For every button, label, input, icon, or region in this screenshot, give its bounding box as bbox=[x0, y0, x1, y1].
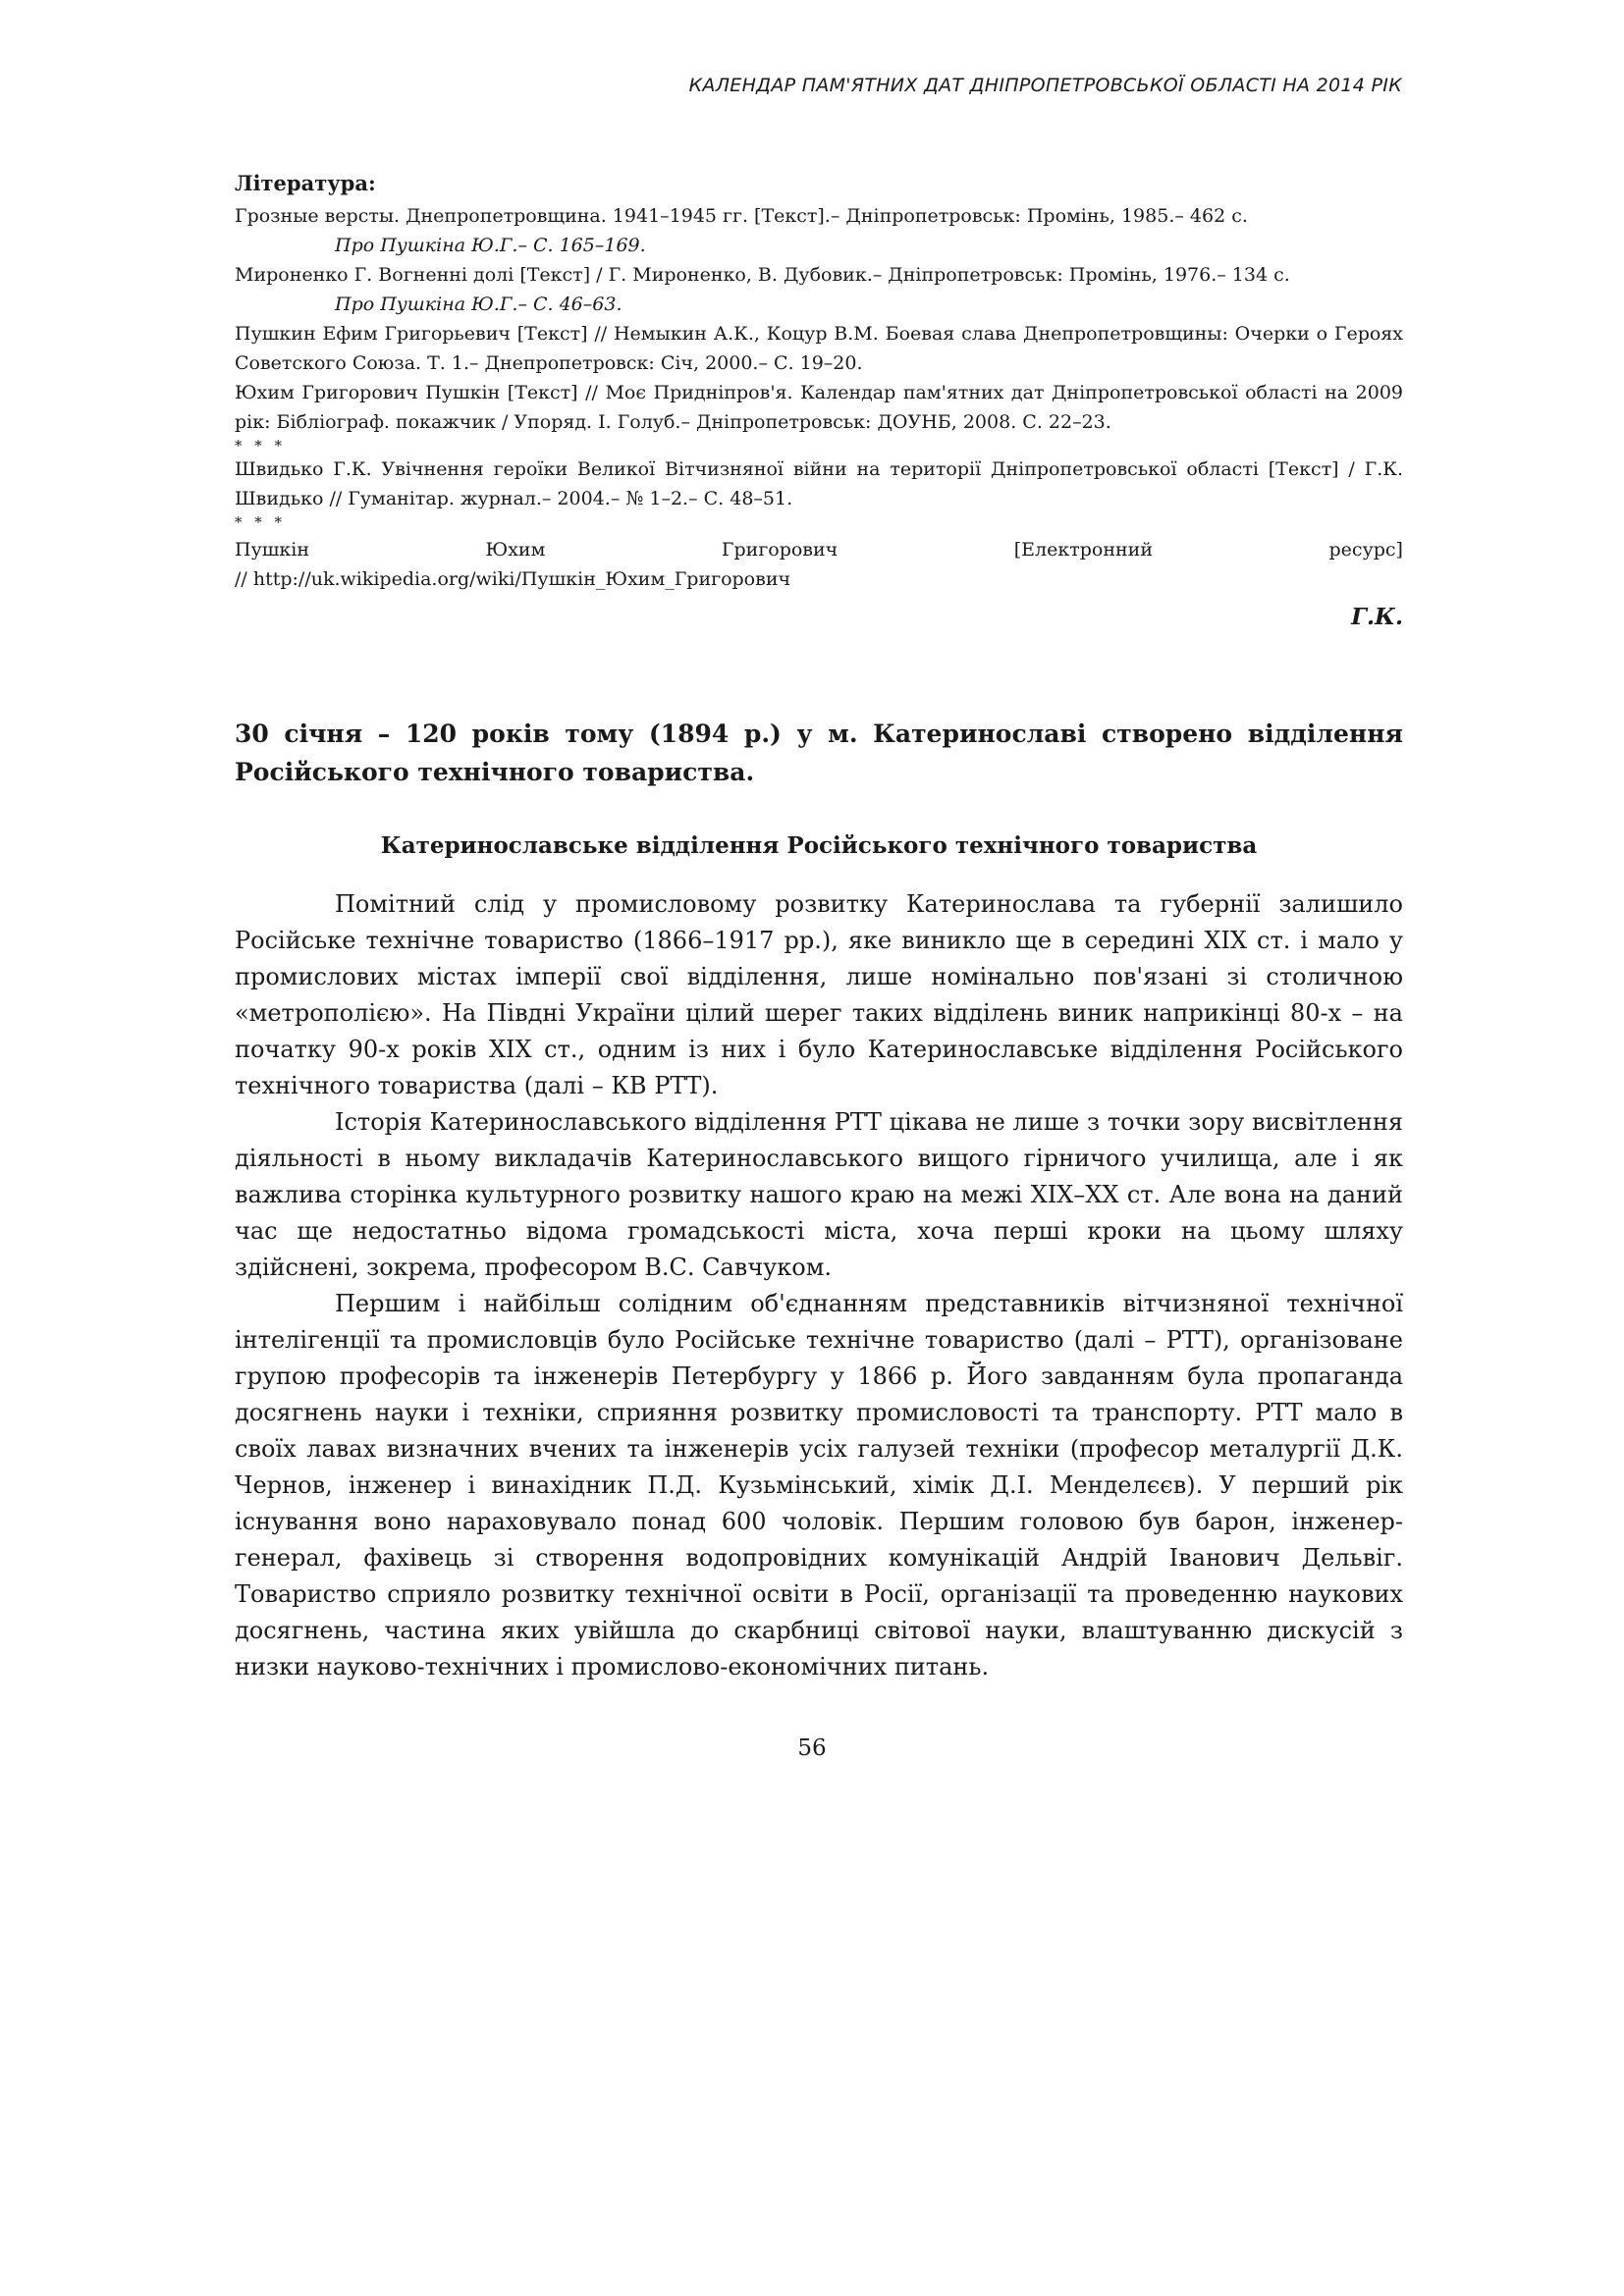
web-ref-word: ресурс] bbox=[1328, 539, 1403, 561]
page-content bbox=[235, 171, 1403, 1685]
reference-item: Юхим Григорович Пушкін [Текст] // Моє Придніпров'я. Календар пам'ятних дат Дніпропетровської області на 2009 рік: Бібліограф. покажчик / Упоряд. І. Голуб.– Дніпропетровськ: ДОУНБ, 2008. С. 22–23. bbox=[235, 382, 1403, 433]
web-ref-word: Пушкін bbox=[235, 539, 310, 561]
running-header: КАЛЕНДАР ПАМ'ЯТНИХ ДАТ ДНІПРОПЕТРОВСЬКОЇ ОБЛАСТІ НА 2014 РІК bbox=[688, 75, 1402, 96]
reference-item: Пушкин Ефим Григорьевич [Текст] // Немыкин А.К., Коцур В.М. Боевая слава Днепропетровщины: Очерки о Героях Советского Союза. Т. 1.– Днепропетровск: Січ, 2000.– С. 19–20. bbox=[235, 323, 1403, 374]
literature-heading: Література: bbox=[235, 171, 376, 195]
page-number: 56 bbox=[797, 1735, 827, 1761]
author-initials: Г.К. bbox=[1351, 604, 1403, 630]
body-paragraph: Першим і найбільш солідним об'єднанням представників вітчизняної технічної інтелігенції та промисловців було Російське технічне товариство (далі – РТТ), організоване групою професорів та інженерів Петербургу у 1866 р. Його завданням була пропаганда досягнень науки і техніки, сприяння розвитку промисловості та транспорту. РТТ мало в своїх лавах визначних вчених та інженерів усіх галузей техніки (професор металургії Д.К. Чернов, інженер і винахідник П.Д. Кузьмінський, хімік Д.І. Менделєєв). У перший рік існування воно нараховувало понад 600 чоловік. Першим головою був барон, інженер-генерал, фахівець зі створення водопровідних комунікацій Андрій Іванович Дельвіг. Товариство сприяло розвитку технічної освіти в Росії, організації та проведенню наукових досягнень, частина яких увійшла до скарбниці світової науки, влаштуванню дискусій з низки науково-технічних і промислово-економічних питань. bbox=[235, 1290, 1403, 1681]
section-title: Катеринославське відділення Російського технічного товариства bbox=[380, 832, 1258, 859]
reference-item: Грозные версты. Днепропетровщина. 1941–1945 гг. [Текст].– Дніпропетровськ: Промінь, 1985.– 462 с. bbox=[235, 205, 1248, 227]
reference-note: Про Пушкіна Ю.Г.– С. 165–169. bbox=[335, 235, 646, 256]
body-paragraph: Історія Катеринославського відділення РТТ цікава не лише з точки зору висвітлення діяльності в ньому викладачів Катеринославського вищого гірничого училища, але і як важлива сторінка культурного розвитку нашого краю на межі XIX–XX ст. Але вона на даний час ще недостатньо відома громадськості міста, хоча перші кроки на цьому шляху здійснені, зокрема, професором В.С. Савчуком. bbox=[235, 1108, 1403, 1281]
event-title: 30 січня – 120 років тому (1894 р.) у м. Катеринославі створено відділення Російського технічного товариства. bbox=[235, 720, 1403, 786]
web-ref-word: Юхим bbox=[485, 539, 546, 561]
web-reference-line bbox=[235, 535, 1403, 564]
separator-stars: * * * bbox=[235, 513, 287, 531]
web-ref-word: [Електронний bbox=[1013, 539, 1153, 561]
separator-stars: * * * bbox=[235, 437, 287, 454]
web-reference-url[interactable]: // http://uk.wikipedia.org/wiki/Пушкін_Юхим_Григорович bbox=[235, 568, 791, 590]
body-paragraph: Помітний слід у промисловому розвитку Катеринослава та губернії залишило Російське технічне товариство (1866–1917 рр.), яке виникло ще в середині XIX ст. і мало у промислових містах імперії свої відділення, лише номінально пов'язані зі столичною «метрополією». На Півдні України цілий шерег таких відділень виник наприкінці 80-х – на початку 90-х років XIX ст., одним із них і було Катеринославське відділення Російського технічного товариства (далі – КВ РТТ). bbox=[235, 890, 1403, 1099]
reference-item: Мироненко Г. Вогненні долі [Текст] / Г. Мироненко, В. Дубовик.– Дніпропетровськ: Промінь, 1976.– 134 с. bbox=[235, 264, 1290, 286]
reference-item: Швидько Г.К. Увічнення героїки Великої Вітчизняної війни на території Дніпропетровської області [Текст] / Г.К. Швидько // Гуманітар. журнал.– 2004.– № 1–2.– С. 48–51. bbox=[235, 458, 1403, 509]
reference-note: Про Пушкіна Ю.Г.– С. 46–63. bbox=[335, 294, 623, 315]
literature-section bbox=[235, 171, 1403, 630]
web-ref-word: Григорович bbox=[721, 539, 839, 561]
